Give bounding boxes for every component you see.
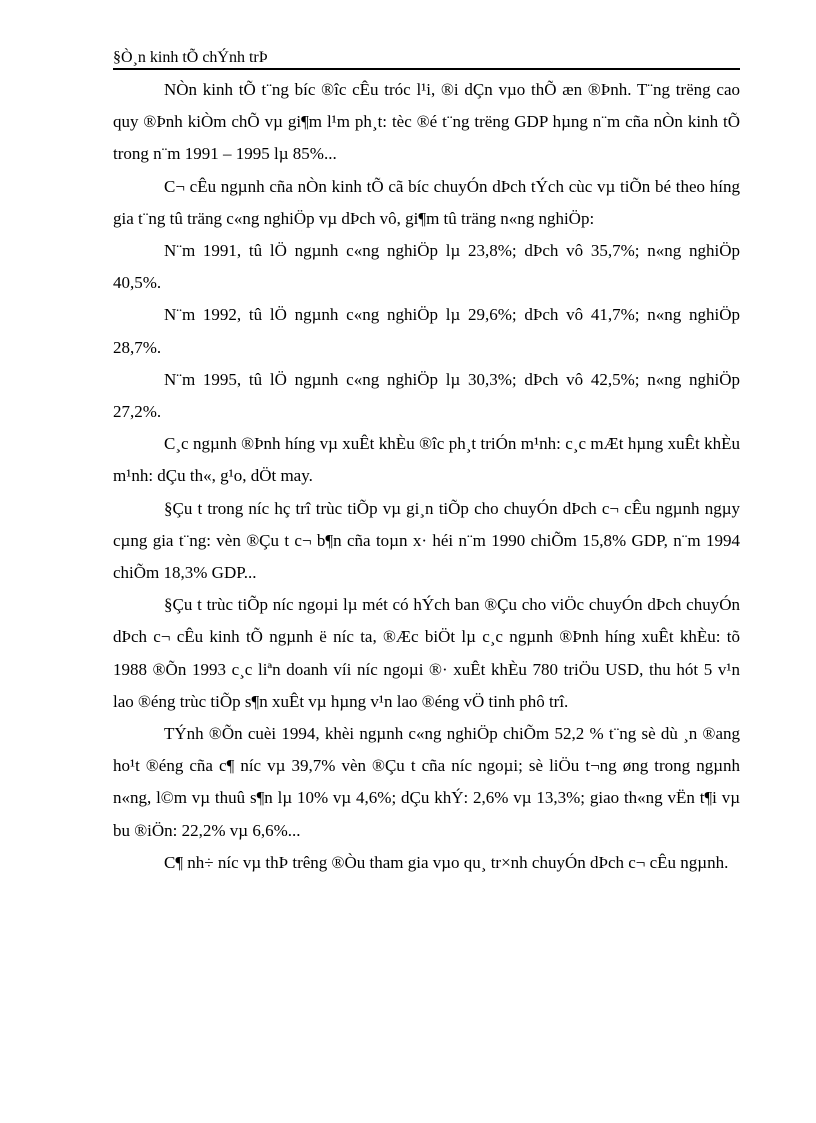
paragraph: TÝnh ®Õn cuèi 1994, khèi ngµnh c«ng nghiÖp chiÕm 52,2 % t¨ng sè dù ¸n ®ang ho¹t ®éng cña c¶ níc vµ 39,7% vèn ®Çu t cña níc ngoµi; sè liÖu t¬ng øng trong ngµnh n«ng, l©m vµ thuû s¶n lµ 10% vµ 4,6%; dÇu khÝ: 2,6% vµ 13,3%; giao th«ng vËn t¶i vµ bu ®iÖn: 22,2% vµ 6,6%...: [113, 724, 740, 840]
paragraph: C¬ cÊu ngµnh cña nÒn kinh tÕ cã bíc chuyÓn dÞch tÝch cùc vµ tiÕn bé theo híng gia t¨ng tû träng c«ng nghiÖp vµ dÞch vô, gi¶m tû träng n«ng nghiÖp:: [113, 176, 740, 228]
paragraph: NÒn kinh tÕ t¨ng bíc ®îc cÊu tróc l¹i, ®i dÇn vµo thÕ æn ®Þnh. T¨ng trëng cao quy ®Þnh kiÒm chÕ vµ gi¶m l¹m ph¸t: tèc ®é t¨ng trëng GDP hµng n¨m cña nÒn kinh tÕ trong n¨m 1991 – 1995 lµ 85%...: [113, 80, 740, 164]
paragraph: N¨m 1992, tû lÖ ngµnh c«ng nghiÖp lµ 29,6%; dÞch vô 41,7%; n«ng nghiÖp 28,7%.: [113, 305, 740, 357]
paragraph: C¸c ngµnh ®Þnh híng vµ xuÊt khÈu ®îc ph¸t triÓn m¹nh: c¸c mÆt hµng xuÊt khÈu m¹nh: dÇu th«, g¹o, dÖt may.: [113, 434, 740, 486]
paragraph: N¨m 1995, tû lÖ ngµnh c«ng nghiÖp lµ 30,3%; dÞch vô 42,5%; n«ng nghiÖp 27,2%.: [113, 369, 740, 422]
document-body: [113, 74, 740, 879]
page-header: [113, 48, 740, 70]
paragraph: §Çu t trùc tiÕp níc ngoµi lµ mét có hÝch ban ®Çu cho viÖc chuyÓn dÞch chuyÓn dÞch c¬ cÊu kinh tÕ ngµnh ë níc ta, ®Æc biÖt lµ c¸c ngµnh ®Þnh híng xuÊt khÈu: tõ 1988 ®Õn 1993 c¸c liªn doanh víi níc ngoµi ®· xuÊt khÈu 780 triÖu USD, thu hót 5 v¹n lao ®éng trùc tiÕp s¶n xuÊt vµ hµng v¹n lao ®éng vÖ tinh phô trî.: [113, 595, 740, 711]
header-title: §Ò¸n kinh tÕ chÝnh trÞ: [113, 49, 268, 66]
paragraph: C¶ nh÷ níc vµ thÞ trêng ®Òu tham gia vµo qu¸ tr×nh chuyÓn dÞch c¬ cÊu ngµnh.: [164, 852, 729, 872]
paragraph: §Çu t trong níc hç trî trùc tiÕp vµ gi¸n tiÕp cho chuyÓn dÞch c¬ cÊu ngµnh ngµy cµng gia t¨ng: vèn ®Çu t c¬ b¶n cña toµn x· héi n¨m 1990 chiÕm 15,8% GDP, n¨m 1994 chiÕm 18,3% GDP...: [113, 498, 740, 583]
paragraph: N¨m 1991, tû lÖ ngµnh c«ng nghiÖp lµ 23,8%; dÞch vô 35,7%; n«ng nghiÖp 40,5%.: [113, 241, 740, 293]
